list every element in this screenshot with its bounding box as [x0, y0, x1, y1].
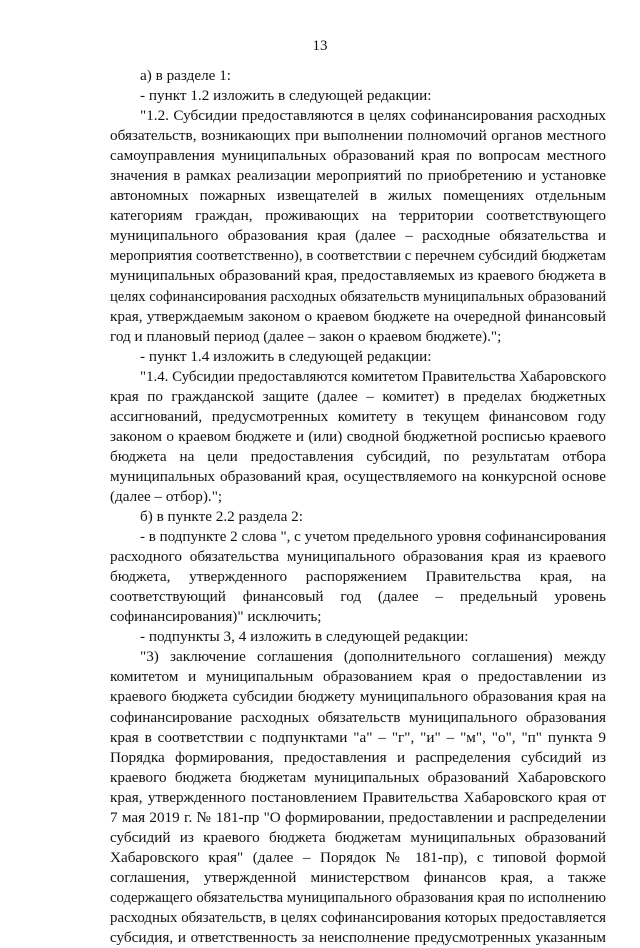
- text-line: софинансирование расходных обязательств муниципального образования: [110, 708, 606, 726]
- text-line: края, утверждаемым законом о краевом бюджете на очередной финансовый: [110, 307, 606, 325]
- text-line: Хабаровского края" (далее – Порядок № 181-пр), с типовой формой: [110, 848, 606, 866]
- text-line: содержащего обязательства муниципального образования края по исполнению: [110, 889, 606, 906]
- text-line: софинансирования)" исключить;: [110, 608, 322, 626]
- text-line: краевого бюджета бюджетам муниципальных образований Хабаровского: [110, 768, 606, 786]
- text-line: субсидий из краевого бюджета бюджетам муниципальных образований: [110, 828, 606, 846]
- text-line: расходных обязательств, в целях софинансирования которых предоставляется: [110, 909, 606, 926]
- text-line: целях софинансирования расходных обязательств муниципальных образований: [110, 288, 606, 305]
- text-line: б) в пункте 2.2 раздела 2:: [140, 508, 303, 526]
- text-line: края в соответствии с подпунктами "а" – "г", "и" – "м", "о", "п" пункта 9: [110, 728, 606, 746]
- page-number: 13: [312, 38, 328, 54]
- text-line: муниципального образования края (далее – расходные обязательства и: [110, 227, 606, 245]
- text-line: краевого бюджета субсидии бюджету муниципального образования края на: [110, 688, 606, 706]
- text-line: - в подпункте 2 слова ", с учетом предельного уровня софинансирования: [140, 529, 606, 546]
- text-line: муниципальных образований края, предоставляемых из краевого бюджета в: [110, 267, 606, 285]
- text-line: бюджета, утвержденного распоряжением Правительства края, на: [110, 568, 606, 586]
- text-line: а) в разделе 1:: [140, 67, 232, 84]
- text-line: края по гражданской защите (далее – комитет) в пределах бюджетных: [110, 387, 606, 405]
- text-line: - пункт 1.2 изложить в следующей редакции:: [140, 87, 432, 105]
- text-line: "1.4. Субсидии предоставляются комитетом Правительства Хабаровского: [140, 368, 607, 385]
- text-line: законом о краевом бюджете и (или) сводной бюджетной росписью краевого: [110, 427, 606, 445]
- text-line: - пункт 1.4 изложить в следующей редакции:: [140, 347, 432, 365]
- text-line: субсидия, и ответственность за неисполнение предусмотренных указанным: [110, 929, 606, 947]
- text-line: комитетом и муниципальным образованием края о предоставлении из: [110, 668, 606, 686]
- text-line: мероприятия соответственно), в соответствии с перечнем субсидий бюджетам: [110, 248, 607, 265]
- text-line: - подпункты 3, 4 изложить в следующей редакции:: [140, 628, 469, 646]
- text-line: самоуправления муниципальных образований края по вопросам местного: [110, 147, 606, 165]
- text-line: (далее – отбор).";: [110, 487, 223, 505]
- document-body: [110, 66, 606, 948]
- text-line: края, утвержденного постановлением Правительства Хабаровского края от: [110, 788, 606, 806]
- text-line: расходного обязательства муниципального образования края из краевого: [110, 548, 606, 566]
- text-line: автономных пожарных извещателей в жилых помещениях отдельным: [110, 187, 606, 205]
- text-line: "1.2. Субсидии предоставляются в целях софинансирования расходных: [140, 107, 606, 125]
- text-line: бюджета на цели предоставления субсидий, по результатам отбора: [110, 447, 606, 465]
- text-line: Порядка формирования, предоставления и распределения субсидий из: [110, 748, 606, 766]
- text-line: 7 мая 2019 г. № 181-пр "О формировании, предоставлении и распределении: [110, 808, 606, 826]
- text-line: соглашения, утвержденной министерством финансов края, а также: [110, 868, 606, 886]
- text-line: соответствующий финансовый год (далее – предельный уровень: [110, 588, 606, 606]
- text-line: муниципальных образований края, осуществляемого на конкурсной основе: [110, 467, 606, 485]
- text-line: "3) заключение соглашения (дополнительного соглашения) между: [140, 648, 606, 666]
- text-line: категориям граждан, проживающих на территории соответствующего: [110, 207, 606, 225]
- text-line: обязательств, возникающих при выполнении полномочий органов местного: [110, 127, 606, 145]
- text-line: значения в рамках реализации мероприятий по приобретению и установке: [110, 167, 606, 185]
- text-line: ассигнований, предусмотренных комитету в текущем финансовом году: [110, 407, 606, 425]
- text-line: год и плановый период (далее – закон о краевом бюджете).";: [110, 327, 502, 345]
